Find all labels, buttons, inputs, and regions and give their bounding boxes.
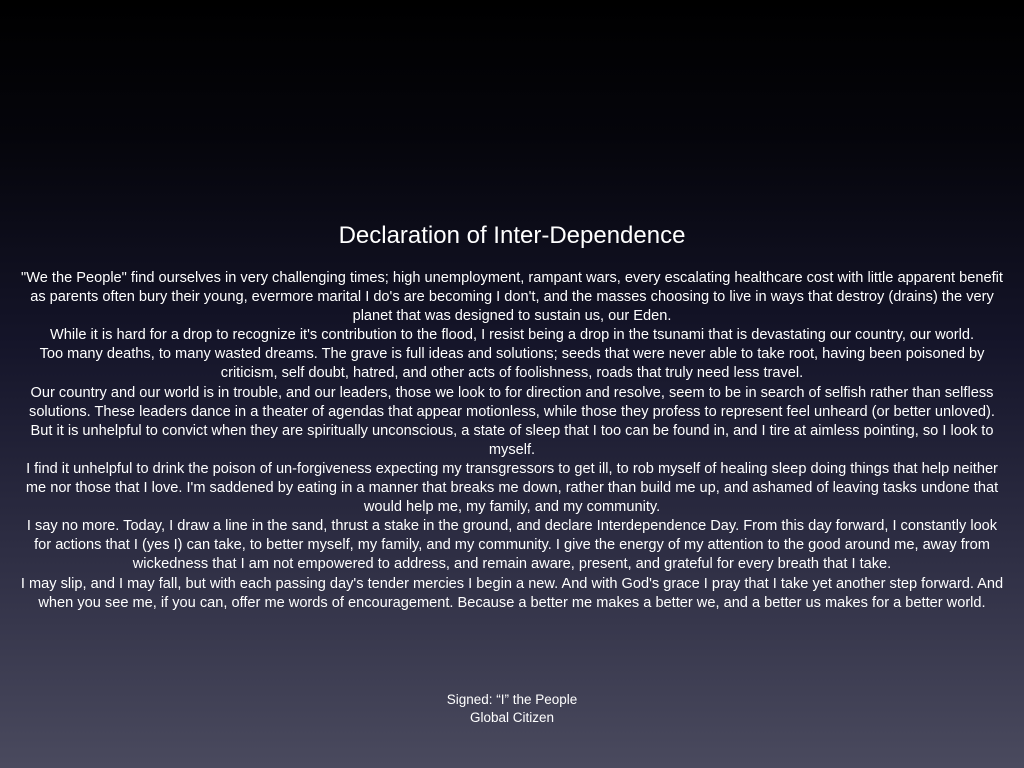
paragraph: I find it unhelpful to drink the poison of un-forgiveness expecting my transgressors to get ill, to rob myself of healing sleep doing things that help neither me nor those that I love. I'm saddened by eating in a manner that breaks me down, rather than build me up, and ashamed of leaving tasks undone that would help me, my family, and my community.	[25, 460, 999, 516]
paragraph: Too many deaths, to many wasted dreams. The grave is full ideas and solutions; seeds that were never able to take root, having been poisoned by criticism, self doubt, hatred, and other acts of foolishness, roads that truly need less travel.	[39, 346, 985, 382]
paragraph: While it is hard for a drop to recognize it's contribution to the flood, I resist being a drop in the tsunami that is devastating our country, our world.	[49, 327, 975, 344]
slide-title: Declaration of Inter-Dependence	[338, 222, 686, 249]
paragraph: I say no more. Today, I draw a line in the sand, thrust a stake in the ground, and declare Interdependence Day. From this day forward, I constantly look for actions that I (yes I) can take, to better myself, my family, and my community. I give the energy of my attention to the good around me, away from wickedness that I am not empowered to address, and remain aware, present, and grateful for every breath that I take.	[26, 518, 998, 573]
declaration-body	[20, 269, 1004, 613]
paragraph: I may slip, and I may fall, but with each passing day's tender mercies I begin a new. And with God's grace I pray that I take yet another step forward. And when you see me, if you can, offer me words of encouragement. Because a better me makes a better we, and a better us makes for a better world.	[20, 575, 1004, 611]
paragraph: "We the People" find ourselves in very challenging times; high unemployment, rampant wars, every escalating healthcare cost with little apparent benefit as parents often bury their young, evermore marital I do's are becoming I don't, and the masses choosing to live in ways that destroy (drains) the very planet that was designed to sustain us, our Eden.	[21, 270, 1003, 325]
signature-title: Global Citizen	[469, 710, 555, 725]
paragraph: Our country and our world is in trouble, and our leaders, those we look to for direction and resolve, seem to be in search of selfish rather than selfless solutions. These leaders dance in a theater of agendas that appear motionless, while those they profess to represent feel unheard (or better unloved). But it is unhelpful to convict when they are spiritually unconscious, a state of sleep that I too can be found in, and I tire at aimless pointing, so I look to myself.	[29, 384, 995, 458]
signature-block	[0, 691, 1024, 727]
signature-line: Signed: “I” the People	[446, 692, 578, 707]
